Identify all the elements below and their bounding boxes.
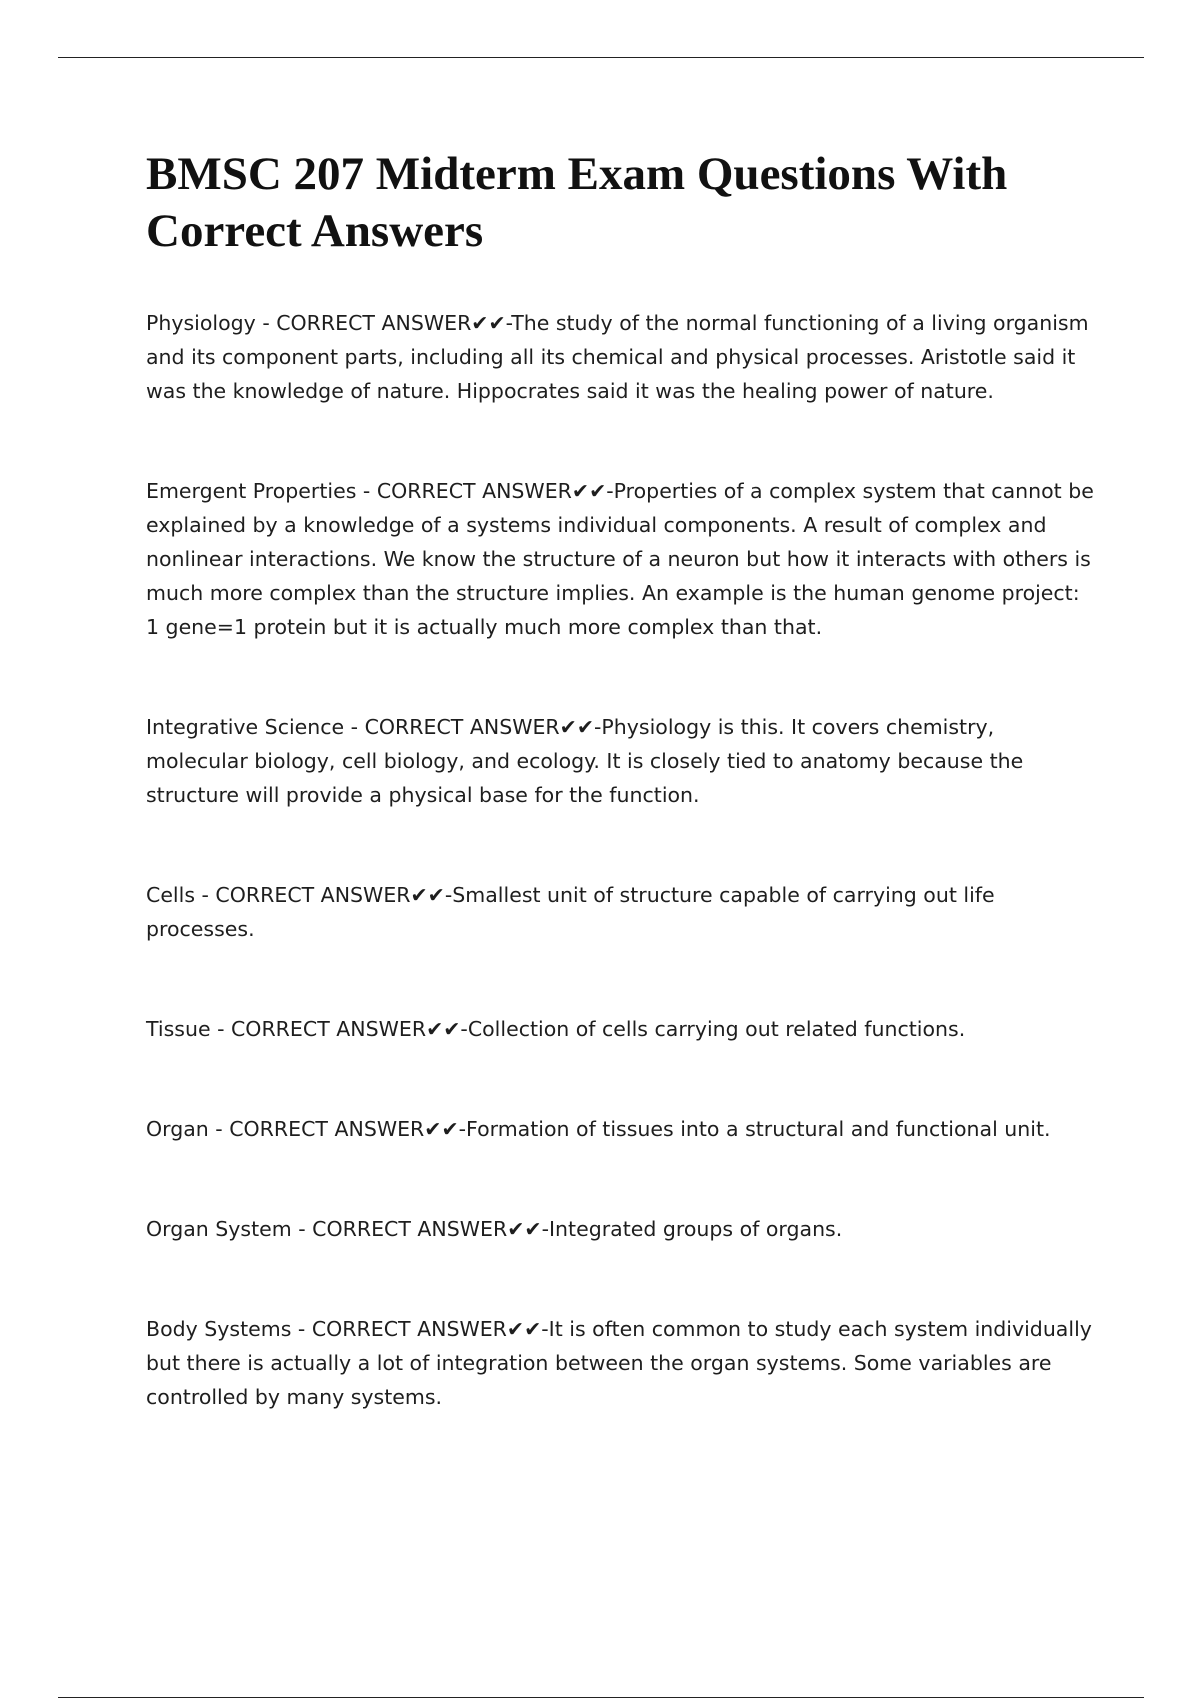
answer-marker: - CORRECT ANSWER✔✔- xyxy=(255,311,512,335)
entry-definition: Smallest unit of structure capable of carrying out life processes. xyxy=(146,883,995,941)
entry-definition: Collection of cells carrying out related functions. xyxy=(467,1017,966,1041)
answer-marker: - CORRECT ANSWER✔✔- xyxy=(344,715,602,739)
entry-definition: The study of the normal functioning of a living organism and its component parts, including all its chemical and physical processes. Aristotle said it was the knowledge of nature. Hippocrates said it was the healing power of nature. xyxy=(146,311,1089,403)
entry-term: Integrative Science xyxy=(146,715,345,739)
answer-marker: - CORRECT ANSWER✔✔- xyxy=(195,883,453,907)
entry-definition: Formation of tissues into a structural and functional unit. xyxy=(466,1117,1051,1141)
page-title: BMSC 207 Midterm Exam Questions With Correct Answers xyxy=(146,148,1008,257)
entry-term: Body Systems xyxy=(146,1317,292,1341)
entry-definition: Integrated groups of organs. xyxy=(549,1217,843,1241)
entry-definition: It is often common to study each system individually but there is actually a lot of integration between the organ systems. Some variables are controlled by many systems. xyxy=(146,1317,1092,1409)
qa-entry xyxy=(146,878,1096,946)
qa-entry xyxy=(146,1312,1096,1414)
qa-entry xyxy=(146,710,1096,812)
answer-marker: - CORRECT ANSWER✔✔- xyxy=(291,1217,549,1241)
entry-term: Tissue xyxy=(146,1017,211,1041)
qa-entry xyxy=(146,306,1096,408)
entry-term: Organ System xyxy=(146,1217,292,1241)
entry-definition: Physiology is this. It covers chemistry, molecular biology, cell biology, and ecology. It is closely tied to anatomy because the structure will provide a physical base for the function. xyxy=(146,715,1024,807)
entry-term: Emergent Properties xyxy=(146,479,357,503)
entry-term: Organ xyxy=(146,1117,209,1141)
bottom-rule xyxy=(58,1697,1144,1698)
entry-term: Physiology xyxy=(146,311,256,335)
entry-term: Cells xyxy=(146,883,195,907)
answer-marker: - CORRECT ANSWER✔✔- xyxy=(356,479,614,503)
entry-definition: Properties of a complex system that cannot be explained by a knowledge of a systems individual components. A result of complex and nonlinear interactions. We know the structure of a neuron but how it interacts with others is much more complex than the structure implies. An example is the human genome project: 1 gene=1 protein but it is actually much more complex than that. xyxy=(146,479,1094,639)
qa-entry xyxy=(146,1012,1096,1046)
top-rule xyxy=(58,57,1144,58)
qa-entry xyxy=(146,474,1096,644)
answer-marker: - CORRECT ANSWER✔✔- xyxy=(208,1117,467,1141)
answer-marker: - CORRECT ANSWER✔✔- xyxy=(210,1017,468,1041)
qa-entry xyxy=(146,1212,1096,1246)
answer-marker: - CORRECT ANSWER✔✔- xyxy=(291,1317,549,1341)
qa-entry xyxy=(146,1112,1096,1146)
qa-list xyxy=(146,306,1096,1414)
